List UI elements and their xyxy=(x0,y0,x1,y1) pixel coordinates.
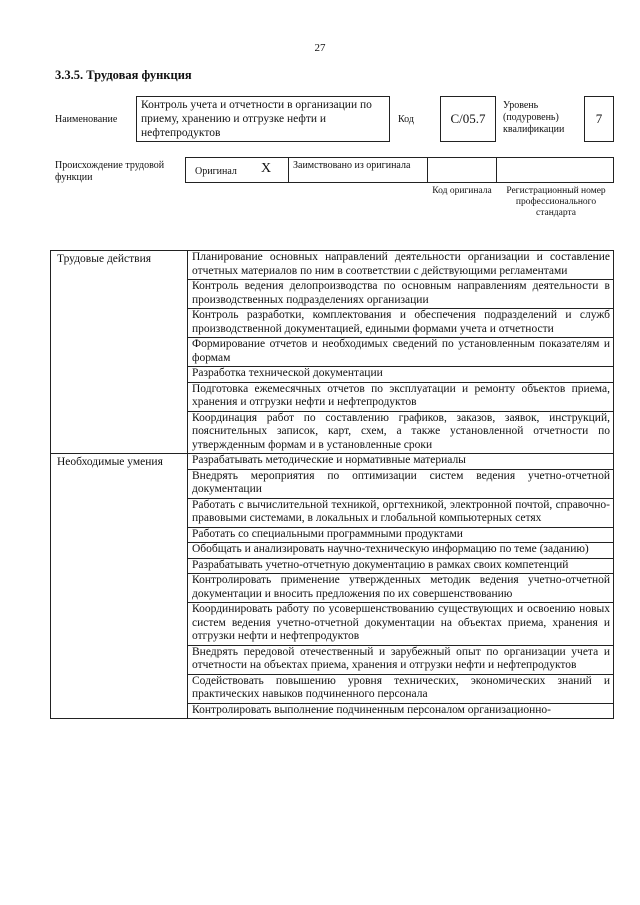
table-cell: Планирование основных направлений деятельности организации и составление отчетных материалов по ним в соответствии с действующими регламентами xyxy=(188,251,614,280)
table-cell: Контроль разработки, комплектования и обеспечения подразделений и служб производственной документацией, едиными формами учета и отчетности xyxy=(188,309,614,338)
page-number: 27 xyxy=(314,42,326,54)
reg-number-label: Регистрационный номер профессионального стандарта xyxy=(506,186,606,218)
table-cell: Контролировать применение утвержденных методик ведения учетно-отчетной документации и вносить предложения по их совершенствованию xyxy=(188,574,614,603)
function-name-box: Контроль учета и отчетности в организации по приему, хранению и отгрузке нефти и нефтепродуктов xyxy=(136,96,390,142)
qualification-level-box: 7 xyxy=(584,96,614,142)
origin-label: Происхождение трудовой функции xyxy=(55,160,165,183)
table-cell: Координировать работу по усовершенствованию существующих и освоению новых систем ведения учетно-отчетной документации на объектах приема, хранения и отгрузки нефти и нефтепродуктов xyxy=(188,603,614,646)
table-cell: Разрабатывать учетно-отчетную документацию в рамках своих компетенций xyxy=(188,558,614,574)
table-cell: Разрабатывать методические и нормативные материалы xyxy=(188,454,614,470)
table-row xyxy=(51,251,614,280)
table-cell: Работать со специальными программными продуктами xyxy=(188,527,614,543)
table-cell: Подготовка ежемесячных отчетов по эксплуатации и ремонту объектов приема, хранения и отгрузки нефти и нефтепродуктов xyxy=(188,382,614,411)
section-title-labor-actions: Трудовые действия xyxy=(51,251,188,454)
table-cell: Разработка технической документации xyxy=(188,367,614,383)
table-cell: Обобщать и анализировать научно-техническую информацию по теме (заданию) xyxy=(188,543,614,559)
section-title: 3.3.5. Трудовая функция xyxy=(55,68,192,82)
borrowed-cell xyxy=(288,157,428,183)
table-cell: Работать с вычислительной техникой, оргтехникой, электронной почтой, справочно-правовыми системами, в локальных и глобальной компьютерных сетях xyxy=(188,498,614,527)
table-cell: Координация работ по составлению графиков, заказов, заявок, инструкций, пояснительных записок, карт, схем, а также установленной отчетности по утвержденным формам и в установленные сроки xyxy=(188,411,614,454)
function-content-table xyxy=(50,250,614,719)
original-mark: X xyxy=(261,161,272,176)
table-cell: Содействовать повышению уровня технических, экономических знаний и практических навыков подчиненного персонала xyxy=(188,674,614,703)
table-cell: Формирование отчетов и необходимых сведений по установленным показателям и формам xyxy=(188,338,614,367)
original-label: Оригинал xyxy=(195,166,237,177)
table-cell: Контролировать выполнение подчиненным персоналом организационно- xyxy=(188,703,614,719)
section-title-required-skills: Необходимые умения xyxy=(51,454,188,719)
name-label: Наименование xyxy=(55,114,118,125)
code-original-label: Код оригинала xyxy=(432,186,492,196)
reg-number-cell xyxy=(496,157,614,183)
function-code-box: C/05.7 xyxy=(440,96,496,142)
original-cell xyxy=(185,157,289,183)
table-cell: Внедрять мероприятия по оптимизации систем ведения учетно-отчетной документации xyxy=(188,469,614,498)
table-cell: Внедрять передовой отечественный и зарубежный опыт по организации учета и отчетности на объектах приема, хранения и отгрузки нефти и нефтепродуктов xyxy=(188,645,614,674)
level-label: Уровень (подуровень) квалификации xyxy=(503,100,565,135)
code-label: Код xyxy=(398,114,414,125)
borrowed-label: Заимствовано из оригинала xyxy=(293,160,411,171)
code-original-cell xyxy=(427,157,497,183)
table-cell: Контроль ведения делопроизводства по основным направлениям деятельности в производственных подразделениях организации xyxy=(188,280,614,309)
table-row xyxy=(51,454,614,470)
